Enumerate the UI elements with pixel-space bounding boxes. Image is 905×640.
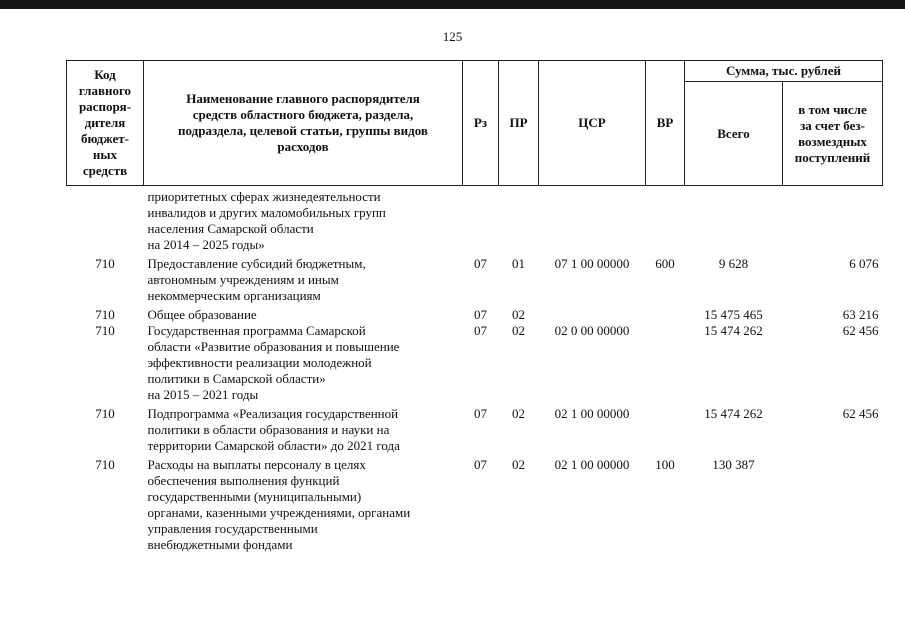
cell-rz: 07 [474, 457, 487, 472]
header-vr: ВР [646, 61, 685, 186]
cell-vr: 100 [655, 457, 675, 472]
table-row [67, 454, 883, 553]
budget-table [66, 60, 883, 553]
cell-csr [539, 304, 646, 323]
table-body [67, 186, 883, 554]
cell-free: 6 076 [849, 256, 879, 271]
cell-rz: 07 [474, 323, 487, 338]
cell-total: 9 628 [718, 256, 749, 271]
page-number: 125 [442, 29, 463, 44]
table-row [67, 323, 883, 403]
cell-pr: 02 [512, 457, 525, 472]
table-row [67, 186, 883, 254]
cell-name: Подпрограмма «Реализация государственной политики в области образования и науки на территории Самарской области» до 2021 года [147, 406, 400, 453]
table-row [67, 403, 883, 454]
cell-free [783, 186, 883, 254]
cell-rz [463, 186, 499, 254]
cell-vr [646, 323, 685, 403]
cell-rz: 07 [474, 406, 487, 421]
cell-csr: 07 1 00 00000 [554, 256, 630, 271]
cell-name: Государственная программа Самарской области «Развитие образования и повышение эффективности реализации молодежной политики в Самарской области» на 2015 – 2021 годы [147, 323, 400, 402]
cell-code: 710 [95, 323, 115, 338]
cell-rz: 07 [474, 256, 487, 271]
cell-pr: 01 [512, 256, 525, 271]
cell-code: 710 [95, 307, 115, 322]
cell-pr [499, 186, 539, 254]
cell-csr: 02 1 00 00000 [554, 457, 630, 472]
table-row [67, 253, 883, 304]
cell-vr: 600 [655, 256, 675, 271]
table-header [67, 61, 883, 186]
cell-name: Общее образование [147, 307, 257, 322]
cell-code [67, 186, 144, 254]
cell-vr [646, 186, 685, 254]
cell-code: 710 [95, 406, 115, 421]
cell-total: 15 474 262 [704, 406, 763, 421]
top-border [0, 0, 905, 9]
cell-code: 710 [95, 256, 115, 271]
header-csr: ЦСР [539, 61, 646, 186]
cell-pr: 02 [512, 307, 525, 322]
header-rz: Рз [463, 61, 499, 186]
cell-free: 62 456 [842, 406, 879, 421]
cell-vr [646, 304, 685, 323]
cell-csr [539, 186, 646, 254]
cell-total: 15 475 465 [704, 307, 763, 322]
cell-csr: 02 1 00 00000 [554, 406, 630, 421]
cell-name: Предоставление субсидий бюджетным, автономным учреждениям и иным некоммерческим организациям [147, 256, 366, 303]
cell-vr [646, 403, 685, 454]
header-code: Код главного распоря- дителя бюджет- ных средств [67, 61, 144, 186]
cell-rz: 07 [474, 307, 487, 322]
cell-free [783, 454, 883, 553]
cell-name: Расходы на выплаты персоналу в целях обеспечения выполнения функций государственными (муниципальными) органами, казенными учреждениями, органами управления государственными внебюджетными фондами [147, 457, 411, 552]
cell-total: 130 387 [712, 457, 755, 472]
header-pr: ПР [499, 61, 539, 186]
cell-pr: 02 [512, 323, 525, 338]
header-total: Всего [685, 82, 783, 186]
cell-total [685, 186, 783, 254]
header-free: в том числе за счет без- возмездных поступлений [783, 82, 883, 186]
cell-pr: 02 [512, 406, 525, 421]
cell-total: 15 474 262 [704, 323, 763, 338]
header-sum: Сумма, тыс. рублей [685, 61, 883, 82]
cell-name: приоритетных сферах жизнедеятельности инвалидов и других маломобильных групп населения Самарской области на 2014 – 2025 годы» [147, 189, 386, 252]
table-row [67, 304, 883, 323]
cell-free: 62 456 [842, 323, 879, 338]
cell-free: 63 216 [842, 307, 879, 322]
header-name: Наименование главного распорядителя средств областного бюджета, раздела, подраздела, целевой статьи, группы видов расходов [144, 61, 463, 186]
cell-csr: 02 0 00 00000 [554, 323, 630, 338]
cell-code: 710 [95, 457, 115, 472]
